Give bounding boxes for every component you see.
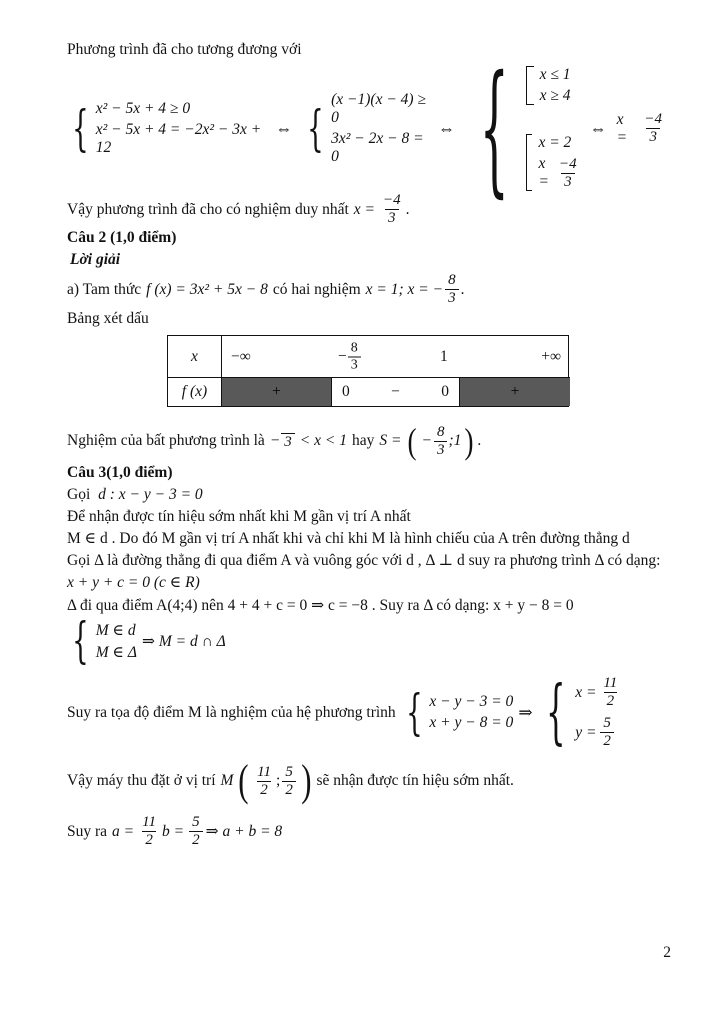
cau2-a-line [67,273,665,306]
system-result [538,671,621,753]
fraction-5-2: $\frac{5}{2}$ [600,716,614,749]
equation-line: x = $\frac{-4}{3}$ [538,155,579,191]
equation-line: M ∈ Δ [95,643,137,661]
inequality: < x < 1 [299,432,347,449]
sign-segment-negative: 0 − 0 [332,378,460,406]
system-cases [465,44,580,211]
curly-brace: { [405,683,423,741]
implication: ⇒ a + b = 8 [205,823,283,840]
curly-brace-large: { [479,44,509,211]
b-eq: b = [162,822,185,840]
fraction-11-2: $\frac{11}{2}$ [257,763,271,798]
semicolon-one: ;1 [448,432,462,449]
sign-table-x-row [222,336,570,378]
equation-line: x − y − 3 = 0 [429,693,514,710]
period: . [477,432,482,449]
heading-cau3: Câu 3(1,0 điểm) [67,464,173,481]
pos-infinity: +∞ [541,347,561,365]
text: a) Tam thức [67,280,142,298]
fraction-11-2: $\frac{11}{2}$ [603,675,618,709]
equation-line: x ≥ 4 [539,87,571,104]
root-neg-8-3: − $\frac{8}{3}$ [338,341,361,372]
system-M [67,612,665,669]
subheading-loigiai: Lời giải [70,251,121,268]
implication: ⇒ M = d ∩ Δ [141,632,226,650]
equation-line: M ∈ d [95,621,136,639]
set-eq: S = [379,432,402,449]
fraction-8-3: $\frac{8}{3}$ [445,273,459,306]
a-eq: a = [112,822,135,840]
function-expression: f (x) = 3x² + 5x − 8 [146,280,268,298]
sign-segment-positive: + [222,378,332,406]
open-paren: ( [407,421,417,461]
result-prefix: x = [616,110,628,146]
toado-line [67,671,665,753]
curly-brace: { [545,671,566,753]
equation-line: x = $\frac{11}{2}$ [575,676,620,709]
conclusion-text: Vậy phương trình đã cho có nghiệm duy nhất [67,200,349,218]
curly-brace: { [72,99,89,157]
root-one: 1 [440,347,448,365]
case-group-a [526,66,580,105]
text: sẽ nhận được tín hiệu sớm nhất. [316,772,514,789]
nghiem-line [67,423,665,459]
system-he [401,683,514,741]
heading-cau2: Câu 2 (1,0 điểm) [67,229,177,246]
fraction-5-2: $\frac{5}{2}$ [189,815,203,848]
semicolon: ; [276,772,281,789]
period: . [460,280,465,298]
neg-infinity: −∞ [231,347,251,365]
iff-symbol: ⇔ [589,118,607,138]
goi-d-line: Gọi d : x − y − 3 = 0 [67,486,203,503]
close-paren: ) [464,421,474,461]
cau3-line4: x + y + c = 0 (c ∈ R) [67,574,200,591]
iff-symbol: ⇔ [275,118,293,138]
iff-symbol: ⇔ [438,118,456,138]
fraction-neg4-3: $\frac{-4}{3}$ [644,111,662,145]
cau3-line3: Gọi Δ là đường thẳng đi qua điểm A và vuông góc với d , Δ ⊥ d suy ra phương trình Δ có dạng: [67,552,661,569]
sign-segment-positive: + [460,378,570,406]
text: có hai nghiệm [272,280,361,298]
suyra-line [67,815,665,848]
square-bracket [526,134,533,191]
curly-brace: { [307,99,325,157]
cau3-line2: M ∈ d . Do đó M gần vị trí A nhất khi và chỉ khi M là hình chiếu của A trên đường thẳng d [67,530,630,547]
sign-table-sign-row [222,378,570,406]
conclusion-eq: x = [353,200,375,218]
roots-expression: x = 1; x = − [365,280,444,298]
text: Vậy máy thu đặt ở vị trí [67,772,216,789]
period: . [405,200,410,218]
curly-brace: { [72,612,89,669]
equation-line: x ≤ 1 [539,66,571,83]
equation-line: x = 2 [538,134,572,151]
sign-table-fx-header: f (x) [168,378,222,406]
implies-symbol: ⇒ [518,702,533,722]
vay-line [67,756,665,805]
minus: − [269,432,281,449]
bang-xet-dau-label: Bảng xét dấu [67,310,149,327]
system-1 [67,100,265,157]
equation-line: (x −1)(x − 4) ≥ 0 [331,91,426,126]
text: Suy ra [67,822,108,840]
sign-table-x-header: x [168,336,222,378]
point-M: M [220,772,234,789]
conclusion-cau1 [67,193,665,226]
intro-paragraph: Phương trình đã cho tương đương với [67,41,302,58]
page-number: 2 [663,944,671,961]
equation-line: x + y − 8 = 0 [429,714,514,731]
text: hay [351,432,375,449]
fraction-5-2: $\frac{5}{2}$ [282,765,296,798]
minus: − [421,432,432,449]
fraction-8-3: $\frac{8}{3}$ [434,425,448,458]
text: Suy ra tọa độ điểm M là nghiệm của hệ phương trình [67,703,396,721]
text: Nghiệm của bất phương trình là [67,432,265,449]
equation-line: x² − 5x + 4 = −2x² − 3x + 12 [95,121,262,156]
fraction-8-3: 3 [281,432,295,450]
close-paren: ) [301,756,312,805]
cau3-line1: Để nhận được tín hiệu sớm nhất khi M gần vị trí A nhất [67,508,411,525]
equation-line: 3x² − 2x − 8 = 0 [331,130,424,165]
fraction-neg4-3: $\frac{-4}{3}$ [559,155,577,190]
square-bracket [526,66,534,105]
fraction-11-2: $\frac{11}{2}$ [142,814,157,848]
sign-table [167,335,569,407]
cau3-line5: Δ đi qua điểm A(4;4) nên 4 + 4 + c = 0 ⇒ c = −8 . Suy ra Δ có dạng: x + y − 8 = 0 [67,597,574,614]
fraction-neg4-3: $\frac{-4}{3}$ [382,192,401,226]
case-group-b [526,134,580,191]
open-paren: ( [238,756,249,805]
system-2 [302,91,428,166]
equation-line: x² − 5x + 4 ≥ 0 [95,100,191,117]
equation-line: y = $\frac{5}{2}$ [575,716,620,749]
